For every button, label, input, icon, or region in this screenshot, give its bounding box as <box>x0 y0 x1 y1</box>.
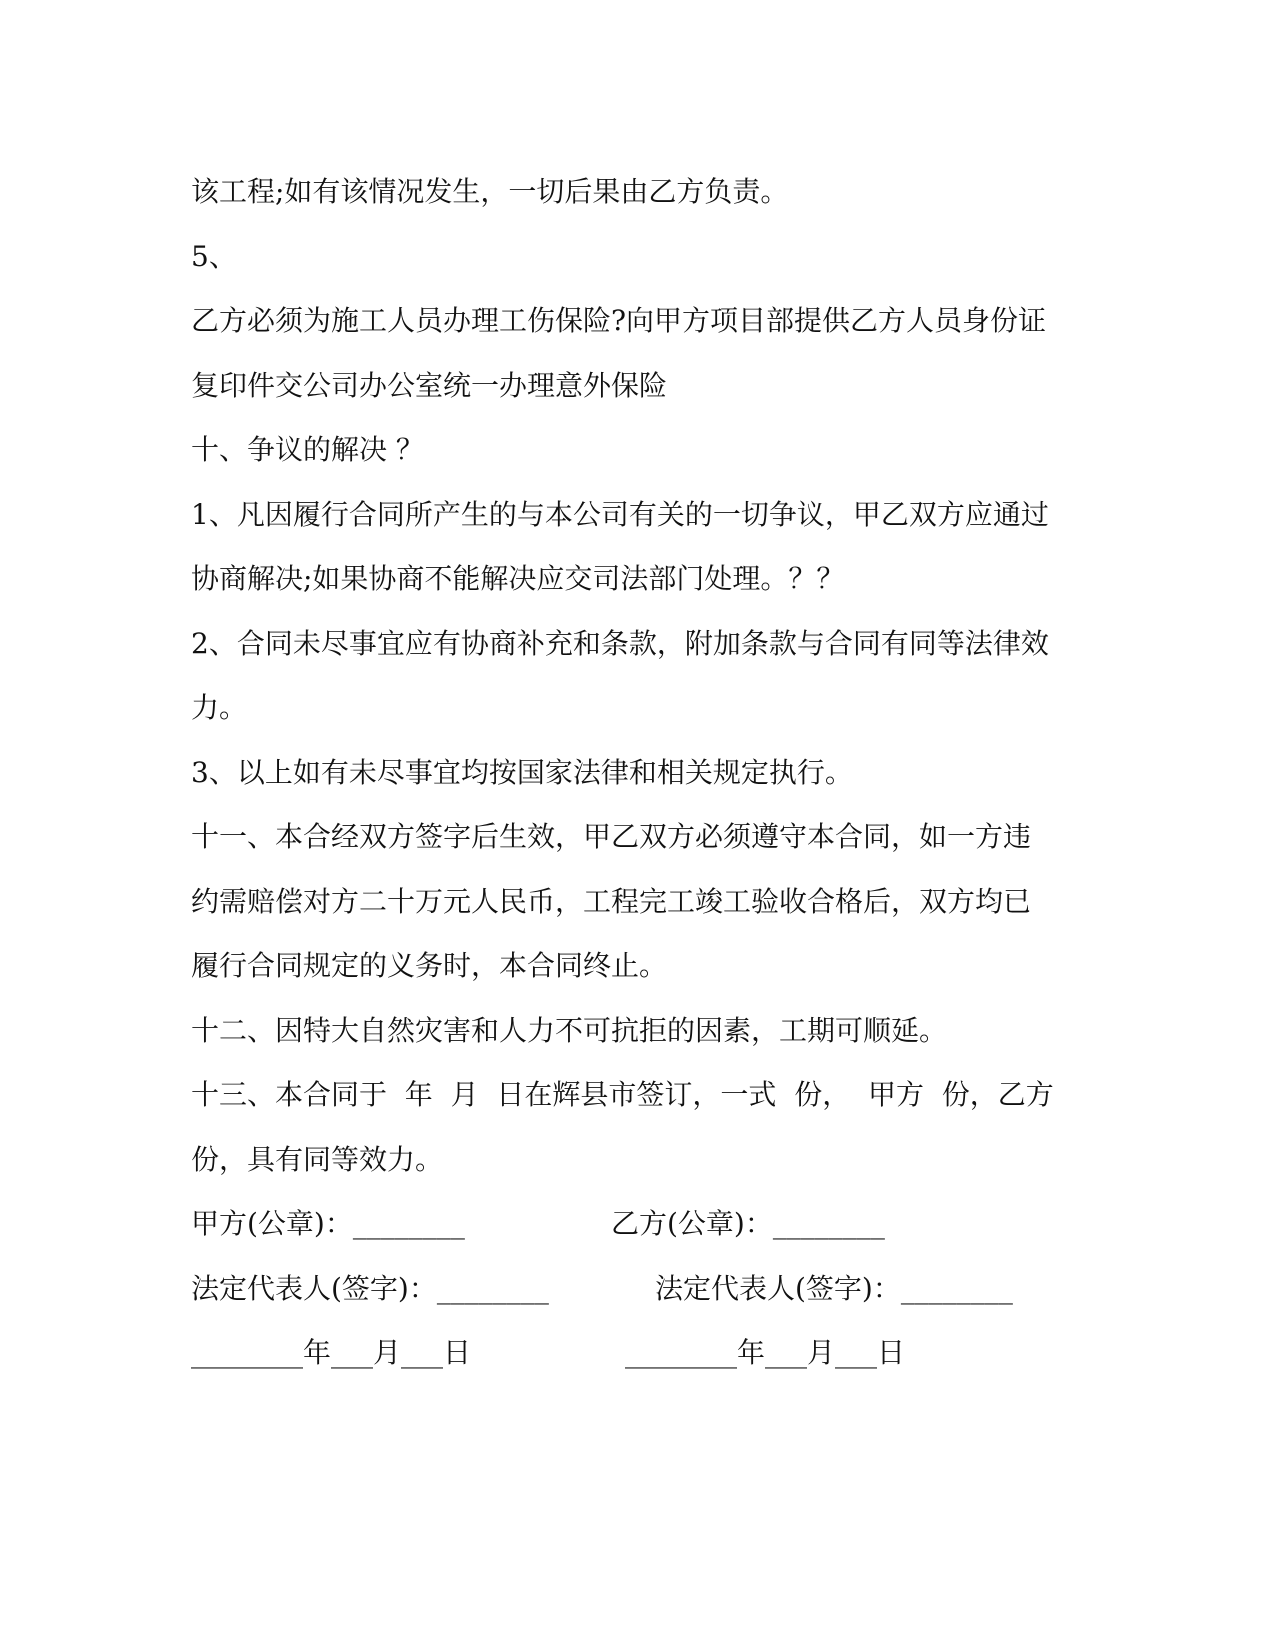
text-line: 5、 <box>191 239 237 273</box>
party-b-rep-field: 法定代表人(签字)：________ <box>655 1271 1013 1305</box>
text-line: 1、凡因履行合同所产生的与本公司有关的一切争议，甲乙双方应通过 <box>191 497 1049 531</box>
party-a-rep-field: 法定代表人(签字)：________ <box>191 1271 549 1305</box>
text-line: 十二、因特大自然灾害和人力不可抗拒的因素，工期可顺延。 <box>191 1013 948 1047</box>
text-line: 履行合同规定的义务时，本合同终止。 <box>191 949 668 982</box>
text-line: 3、以上如有未尽事宜均按国家法律和相关规定执行。 <box>191 755 853 789</box>
text-line: 该工程;如有该情况发生，一切后果由乙方负责。 <box>191 175 789 208</box>
party-b-date-field: ________年___月___日 <box>625 1336 906 1369</box>
signature-row-seal <box>191 1192 1091 1257</box>
text-line: 协商解决;如果协商不能解决应交司法部门处理。？？ <box>191 562 845 595</box>
text-line: 复印件交公司办公室统一办理意外保险 <box>191 368 668 402</box>
text-line: 约需赔偿对方二十万元人民币，工程完工竣工验收合格后，双方均已 <box>191 884 1032 918</box>
section-heading: 十、争议的解决 ？ <box>191 433 424 466</box>
contract-body <box>191 160 1091 1386</box>
text-line: 十三、本合同于 年 月 日在辉县市签订，一式 份， 甲方 份，乙方 <box>191 1078 1054 1111</box>
party-a-seal-field: 甲方(公章)：________ <box>191 1207 465 1240</box>
text-line: 乙方必须为施工人员办理工伤保险?向甲方项目部提供乙方人员身份证 <box>191 304 1047 337</box>
party-b-seal-field: 乙方(公章)：________ <box>611 1207 885 1240</box>
signature-row-date <box>191 1321 1091 1386</box>
text-line: 力。 <box>191 691 248 724</box>
text-line: 份，具有同等效力。 <box>191 1142 444 1176</box>
signature-row-representative <box>191 1257 1091 1322</box>
party-a-date-field: ________年___月___日 <box>191 1336 472 1369</box>
text-line: 2、合同未尽事宜应有协商补充和条款，附加条款与合同有同等法律效 <box>191 626 1049 660</box>
text-line: 十一、本合经双方签字后生效，甲乙双方必须遵守本合同，如一方违 <box>191 820 1032 853</box>
